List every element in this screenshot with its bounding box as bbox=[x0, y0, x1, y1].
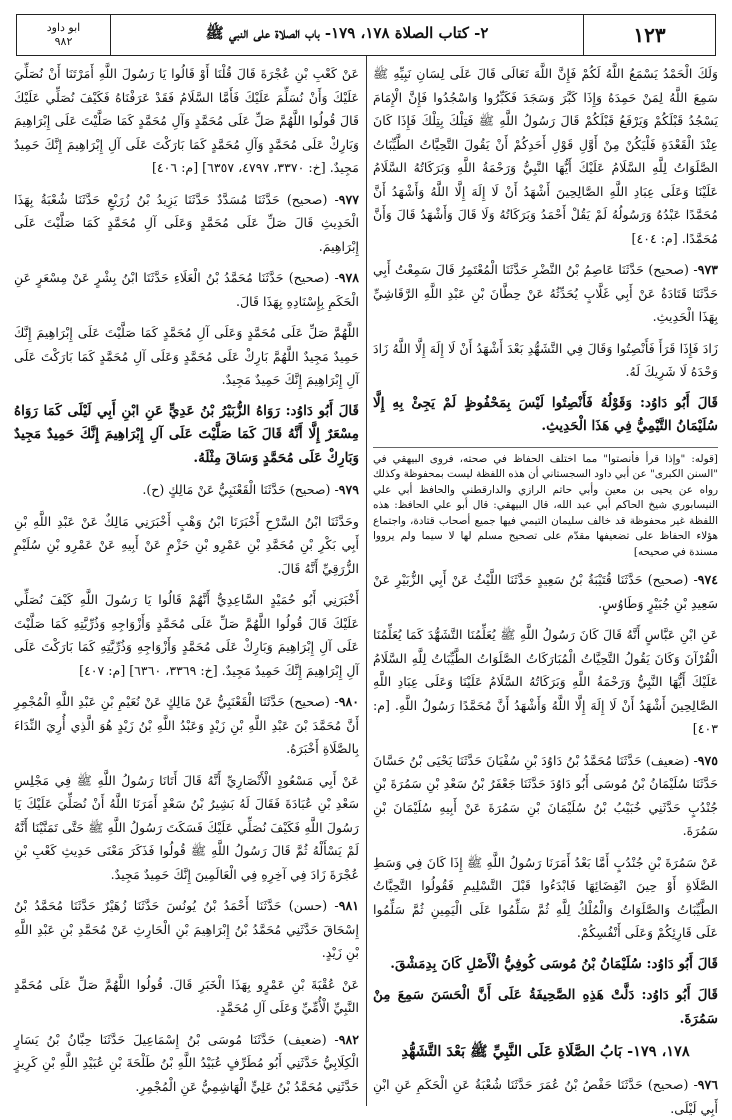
body-paragraph: أَخْبَرَنِي أَبُو حُمَيْدٍ السَّاعِدِيُّ أَنَّهُمْ قَالُوا يَا رَسُولَ اللَّهِ كَيْفَ نُصَلِّي عَلَيْكَ قَالَ قُولُوا اللَّهُمَّ صَلِّ عَلَى مُحَمَّدٍ وَأَزْوَاجِهِ وَذُرِّيَّتِهِ كَمَا صَلَّيْتَ عَلَى آلِ إِبْرَاهِيمَ وَبَارِكْ عَلَى مُحَمَّدٍ وَأَزْوَاجِهِ وَذُرِّيَّتِهِ كَمَا بَارَكْتَ عَلَى آلِ إِبْرَاهِيمَ إِنَّكَ حَمِيدٌ مَجِيدٌ. [خ: ٣٣٦٩، ٦٣٦٠] [م: ٤٠٧] bbox=[14, 592, 359, 678]
running-title: ٢- كتاب الصلاة ١٧٨، ١٧٩- باب الصلاة على النبي ﷺ bbox=[205, 24, 489, 42]
abu-dawud-comment: قَالَ أَبُو دَاوُد: رَوَاهُ الزُّبَيْرُ بْنُ عَدِيٍّ عَنِ ابْنِ أَبِي لَيْلَى كَمَا رَوَاهُ مِسْعَرٌ إِلَّا أَنَّهُ قَالَ كَمَا صَلَّيْتَ عَلَى آلِ إِبْرَاهِيمَ إِنَّكَ حَمِيدٌ مَجِيدٌ وَبَارِكْ عَلَى مُحَمَّدٍ وَسَاقَ مِثْلَهُ. bbox=[14, 402, 359, 466]
body-paragraph: وحَدَّثَنَا ابْنُ السَّرْحِ أَخْبَرَنَا ابْنُ وَهْبٍ أَخْبَرَنِي مَالِكٌ عَنْ عَبْدِ اللَّهِ بْنِ أَبِي بَكْرِ بْنِ مُحَمَّدِ بْنِ عَمْرِو بْنِ حَزْمٍ عَنْ أَبِيهِ عَنْ عَمْرِو بْنِ سُلَيْمٍ الزُّرَقِيِّ أَنَّهُ قَالَ. bbox=[14, 513, 359, 576]
ref-number: ٩٨٢ bbox=[54, 35, 73, 48]
body-paragraph: عَنْ أَبِي مَسْعُودٍ الْأَنْصَارِيِّ أَنَّهُ قَالَ أَتَانَا رَسُولُ اللَّهِ ﷺ فِي مَجْلِسِ سَعْدِ بْنِ عُبَادَةَ فَقَالَ لَهُ بَشِيرُ بْنُ سَعْدٍ أَمَرَنَا اللَّهُ أَنْ نُصَلِّيَ عَلَيْكَ يَا رَسُولَ اللَّهِ فَكَيْفَ نُصَلِّي عَلَيْكَ فَسَكَتَ رَسُولُ اللَّهِ ﷺ حَتَّى تَمَنَّيْنَا أَنَّهُ لَمْ يَسْأَلْهُ ثُمَّ قَالَ رَسُولُ اللَّهِ ﷺ قُولُوا فَذَكَرَ مَعْنَى حَدِيثِ كَعْبِ بْنِ عُجْرَةَ زَادَ فِي آخِرِهِ فِي الْعَالَمِينَ إِنَّكَ حَمِيدٌ مَجِيدٌ. bbox=[14, 772, 359, 882]
body-paragraph: زَادَ فَإِذَا قَرَأَ فَأَنْصِتُوا وَقَالَ فِي التَّشَهُّدِ بَعْدَ أَشْهَدُ أَنْ لَا إِلَهَ إِلَّا اللَّهُ زَادَ وَحْدَهُ لَا شَرِيكَ لَهُ. bbox=[373, 340, 718, 379]
hadith-text: - (حسن) حَدَّثَنَا أَحْمَدُ بْنُ يُونُسَ حَدَّثَنَا زُهَيْرٌ حَدَّثَنَا مُحَمَّدُ بْنُ إِسْحَاقَ حَدَّثَنِي مُحَمَّدُ بْنُ إِبْرَاهِيمَ بْنِ الْحَارِثِ عَنْ مُحَمَّدِ بْنِ عَبْدِ اللَّهِ بْنِ زَيْدٍ. bbox=[14, 898, 359, 960]
hadith-number: ٩٧٦ bbox=[697, 1077, 718, 1092]
hadith-number: ٩٧٣ bbox=[697, 262, 718, 277]
hadith-entry bbox=[373, 258, 718, 329]
hadith-entry bbox=[14, 188, 359, 259]
body-paragraph: اللَّهُمَّ صَلِّ عَلَى مُحَمَّدٍ وَعَلَى آلِ مُحَمَّدٍ كَمَا صَلَّيْتَ عَلَى إِبْرَاهِيمَ إِنَّكَ حَمِيدٌ مَجِيدٌ اللَّهُمَّ بَارِكْ عَلَى مُحَمَّدٍ وَعَلَى آلِ مُحَمَّدٍ كَمَا بَارَكْتَ عَلَى آلِ إِبْرَاهِيمَ إِنَّكَ حَمِيدٌ مَجِيدٌ. bbox=[14, 325, 359, 387]
hadith-text: - (ضعيف) حَدَّثَنَا مُحَمَّدُ بْنُ دَاوُدَ بْنِ سُفْيَانَ حَدَّثَنَا يَحْيَى بْنُ حَسَّانَ حَدَّثَنَا سُلَيْمَانُ بْنُ مُوسَى أَبُو دَاوُدَ حَدَّثَنَا جَعْفَرُ بْنُ سَعْدِ بْنِ سَمُرَةَ بْنِ جُنْدُبٍ حَدَّثَنِي خُبَيْبُ بْنُ سُلَيْمَانَ بْنِ سَمُرَةَ عَنْ أَبِيهِ سُلَيْمَانَ بْنِ سَمُرَةَ. bbox=[373, 752, 718, 838]
body-paragraph: عَنْ كَعْبِ بْنِ عُجْرَةَ قَالَ قُلْنَا أَوْ قَالُوا يَا رَسُولَ اللَّهِ أَمَرْتَنَا أَنْ نُصَلِّيَ عَلَيْكَ وَأَنْ نُسَلِّمَ عَلَيْكَ فَأَمَّا السَّلَامُ فَقَدْ عَرَفْنَاهُ فَكَيْفَ نُصَلِّي عَلَيْكَ قَالَ قُولُوا اللَّهُمَّ صَلِّ عَلَى مُحَمَّدٍ وَآلِ مُحَمَّدٍ كَمَا صَلَّيْتَ عَلَى إِبْرَاهِيمَ وَبَارِكْ عَلَى مُحَمَّدٍ وَآلِ مُحَمَّدٍ كَمَا بَارَكْتَ عَلَى آلِ إِبْرَاهِيمَ إِنَّكَ حَمِيدٌ مَجِيدٌ. [خ: ٣٣٧٠، ٤٧٩٧، ٦٣٥٧] [م: ٤٠٦] bbox=[14, 66, 359, 175]
body-paragraph: عَنِ ابْنِ عَبَّاسٍ أَنَّهُ قَالَ كَانَ رَسُولُ اللَّهِ ﷺ يُعَلِّمُنَا التَّشَهُّدَ كَمَا يُعَلِّمُنَا الْقُرْآنَ وَكَانَ يَقُولُ التَّحِيَّاتُ الْمُبَارَكَاتُ الصَّلَوَاتُ الطَّيِّبَاتُ لِلَّهِ السَّلَامُ عَلَيْكَ أَيُّهَا النَّبِيُّ وَرَحْمَةُ اللَّهِ وَبَرَكَاتُهُ السَّلَامُ عَلَيْنَا وَعَلَى عِبَادِ اللَّهِ الصَّالِحِينَ أَشْهَدُ أَنْ لَا إِلَهَ إِلَّا اللَّهُ وَأَشْهَدُ أَنَّ مُحَمَّدًا رَسُولُ اللَّهِ. [م: ٤٠٣] bbox=[373, 627, 718, 736]
hadith-entry bbox=[14, 690, 359, 761]
hadith-text: - (صحيح) حَدَّثَنَا قُتَيْبَةُ بْنُ سَعِيدٍ حَدَّثَنَا اللَّيْثُ عَنْ أَبِي الزُّبَيْرِ عَنْ سَعِيدِ بْنِ جُبَيْرٍ وَطَاوُسٍ. bbox=[373, 572, 718, 611]
abu-dawud-comment: قَالَ أَبُو دَاوُد: دَلَّتْ هَذِهِ الصَّحِيفَةُ عَلَى أَنَّ الْحَسَنَ سَمِعَ مِنْ سَمُرَةَ. bbox=[373, 987, 718, 1027]
abu-dawud-comment: قَالَ أَبُو دَاوُد: سُلَيْمَانُ بْنُ مُوسَى كُوفِيُّ الْأَصْلِ كَانَ بِدِمَشْقَ. bbox=[390, 955, 718, 972]
body-paragraph: عَنْ سَمُرَةَ بْنِ جُنْدُبٍ أَمَّا بَعْدُ أَمَرَنَا رَسُولُ اللَّهِ ﷺ إِذَا كَانَ فِي وَسَطِ الصَّلَاةِ أَوْ حِينَ انْقِضَائِهَا فَابْدَءُوا قَبْلَ التَّسْلِيمِ فَقُولُوا التَّحِيَّاتُ الطَّيِّبَاتُ وَالصَّلَوَاتُ وَالْمُلْكُ لِلَّهِ ثُمَّ سَلِّمُوا عَلَى الْيَمِينِ ثُمَّ سَلِّمُوا عَلَى قَارِئِكُمْ وَعَلَى أَنْفُسِكُمْ. bbox=[373, 854, 718, 940]
hadith-text: - (ضعيف) حَدَّثَنَا مُوسَى بْنُ إِسْمَاعِيلَ حَدَّثَنَا حِبَّانُ بْنُ يَسَارٍ الْكِلَابِيُّ حَدَّثَنِي أَبُو مُطَرِّفٍ عُبَيْدُ اللَّهِ بْنُ طَلْحَةَ بْنِ عُبَيْدِ اللَّهِ بْنِ كَرِيزٍ حَدَّثَنِي مُحَمَّدُ بْنُ عَلِيٍّ الْهَاشِمِيُّ عَنِ الْمُجْمِرِ. bbox=[14, 1031, 359, 1094]
hadith-number: ٩٨١ bbox=[338, 898, 359, 913]
hadith-number: ٩٧٩ bbox=[338, 482, 359, 497]
hadith-entry bbox=[14, 1028, 359, 1099]
hadith-number: ٩٧٤ bbox=[697, 572, 718, 587]
footnote: [قوله: "وإذا قرأ فأنصتوا" مما اختلف الحفاظ في صحته، فروى البيهقي في "السنن الكبرى" عن أبي داود السجستاني أن هذه اللفظة ليست بمحفوظة وكذلك رواه عن يحيى بن معين وأبي حاتم الرازي والدارقطني والحافظ أبي علي النيسابوري شيخ الحاكم أبي عبد الله، قال البيهقي: قال أبو علي الحافظ: هذه اللفظة غير محفوظة قد خالف سليمان التيمي فيها جميع أصحاب قتادة، واجتماع هؤلاء الحفاظ على تضعيفها مقدّم على تصحيح مسلم لها لا سيما ولم يرووا مسندة في صحيحه] bbox=[373, 447, 718, 561]
hadith-entry bbox=[373, 1073, 718, 1120]
body-paragraph: عَنْ عُقْبَةَ بْنِ عَمْرٍو بِهَذَا الْخَبَرِ قَالَ. قُولُوا اللَّهُمَّ صَلِّ عَلَى مُحَمَّدٍ النَّبِيِّ الْأُمِّيِّ وَعَلَى آلِ مُحَمَّدٍ. bbox=[14, 976, 359, 1015]
hadith-entry bbox=[14, 478, 359, 502]
left-column bbox=[14, 62, 359, 1102]
hadith-text: - (صحيح) حَدَّثَنَا عَاصِمُ بْنُ النَّضْرِ حَدَّثَنَا الْمُعْتَمِرُ قَالَ سَمِعْتُ أَبِي حَدَّثَنَا قَتَادَةُ عَنْ أَبِي غَلَّابٍ يُحَدِّثُهُ عَنْ حِطَّانَ بْنِ عَبْدِ اللَّهِ الرَّقَاشِيِّ بِهَذَا الْحَدِيثِ. bbox=[373, 262, 718, 324]
body-paragraph: وَلَكَ الْحَمْدُ يَسْمَعُ اللَّهُ لَكُمْ فَإِنَّ اللَّهَ تَعَالَى قَالَ عَلَى لِسَانِ نَبِيِّهِ ﷺ سَمِعَ اللَّهُ لِمَنْ حَمِدَهُ وَإِذَا كَبَّرَ وَسَجَدَ فَكَبِّرُوا وَاسْجُدُوا فَإِنَّ الْإِمَامَ يَسْجُدُ قَبْلَكُمْ وَيَرْفَعُ قَبْلَكُمْ قَالَ رَسُولُ اللَّهِ ﷺ فَتِلْكَ بِتِلْكَ فَإِذَا كَانَ عِنْدَ الْقَعْدَةِ فَلْيَكُنْ مِنْ أَوَّلِ قَوْلِ أَحَدِكُمْ أَنْ يَقُولَ التَّحِيَّاتُ الطَّيِّبَاتُ الصَّلَوَاتُ لِلَّهِ السَّلَامُ عَلَيْكَ أَيُّهَا النَّبِيُّ وَرَحْمَةُ اللَّهِ وَبَرَكَاتُهُ السَّلَامُ عَلَيْنَا وَعَلَى عِبَادِ اللَّهِ الصَّالِحِينَ أَشْهَدُ أَنْ لَا إِلَهَ إِلَّا اللَّهُ وَأَشْهَدُ أَنَّ مُحَمَّدًا عَبْدُهُ وَرَسُولُهُ لَمْ يَقُلْ أَحْمَدُ وَبَرَكَاتُهُ وَلَا قَالَ وَأَشْهَدُ قَالَ وَأَنَّ مُحَمَّدًا. [م: ٤٠٤] bbox=[373, 66, 718, 246]
hadith-number: ٩٧٧ bbox=[338, 191, 359, 207]
column-divider bbox=[366, 56, 367, 1106]
hadith-range-box bbox=[17, 15, 111, 55]
ref-book: ابو داود bbox=[46, 21, 81, 34]
hadith-number: ٩٧٥ bbox=[697, 752, 718, 768]
hadith-entry bbox=[373, 568, 718, 615]
hadith-text: - (صحيح) حَدَّثَنَا مُسَدَّدٌ حَدَّثَنَا يَزِيدُ بْنُ زُرَيْعٍ حَدَّثَنَا شُعْبَةُ بِهَذَا الْحَدِيثِ قَالَ صَلِّ عَلَى مُحَمَّدٍ وَعَلَى آلِ مُحَمَّدٍ كَمَا صَلَّيْتَ عَلَى إِبْرَاهِيمَ. bbox=[14, 191, 359, 254]
hadith-number: ٩٨٠ bbox=[338, 694, 359, 709]
hadith-text: - (صحيح) حَدَّثَنَا الْقَعْنَبِيُّ عَنْ مَالِكٍ عَنْ نُعَيْمِ بْنِ عَبْدِ اللَّهِ الْمُجْمِرِ أَنَّ مُحَمَّدَ بْنَ عَبْدِ اللَّهِ بْنِ زَيْدٍ وَعَبْدُ اللَّهِ بْنُ زَيْدٍ هُوَ الَّذِي أُرِيَ النِّدَاءَ بِالصَّلَاةِ أَخْبَرَهُ. bbox=[14, 694, 359, 756]
hadith-number: ٩٨٢ bbox=[338, 1031, 359, 1047]
page-header bbox=[16, 14, 716, 56]
chapter-heading: ١٧٨، ١٧٩- بَابُ الصَّلَاةِ عَلَى النَّبِيِّ ﷺ بَعْدَ التَّشَهُّدِ bbox=[401, 1043, 690, 1060]
hadith-entry bbox=[373, 749, 718, 843]
hadith-text: - (صحيح) حَدَّثَنَا حَفْصُ بْنُ عُمَرَ حَدَّثَنَا شُعْبَةُ عَنِ الْحَكَمِ عَنِ ابْنِ أَبِي لَيْلَى. bbox=[373, 1077, 718, 1116]
hadith-entry bbox=[14, 266, 359, 313]
hadith-number: ٩٧٨ bbox=[338, 270, 359, 285]
hadith-text: - (صحيح) حَدَّثَنَا الْقَعْنَبِيُّ عَنْ مَالِكٍ (ح). bbox=[142, 482, 339, 497]
right-column bbox=[373, 62, 718, 1116]
hadith-entry bbox=[14, 894, 359, 965]
hadith-text: - (صحيح) حَدَّثَنَا مُحَمَّدُ بْنُ الْعَلَاءِ حَدَّثَنَا ابْنُ بِشْرٍ عَنْ مِسْعَرٍ عَنِ الْحَكَمِ بِإِسْنَادِهِ بِهَذَا قَالَ. bbox=[14, 270, 359, 309]
page-number: ١٢٣ bbox=[583, 15, 715, 55]
abu-dawud-comment: قَالَ أَبُو دَاوُد: وَقَوْلُهُ فَأَنْصِتُوا لَيْسَ بِمَحْفُوظٍ لَمْ يَجِئْ بِهِ إِلَّا سُلَيْمَانُ التَّيْمِيُّ فِي هَذَا الْحَدِيثِ. bbox=[373, 394, 718, 434]
